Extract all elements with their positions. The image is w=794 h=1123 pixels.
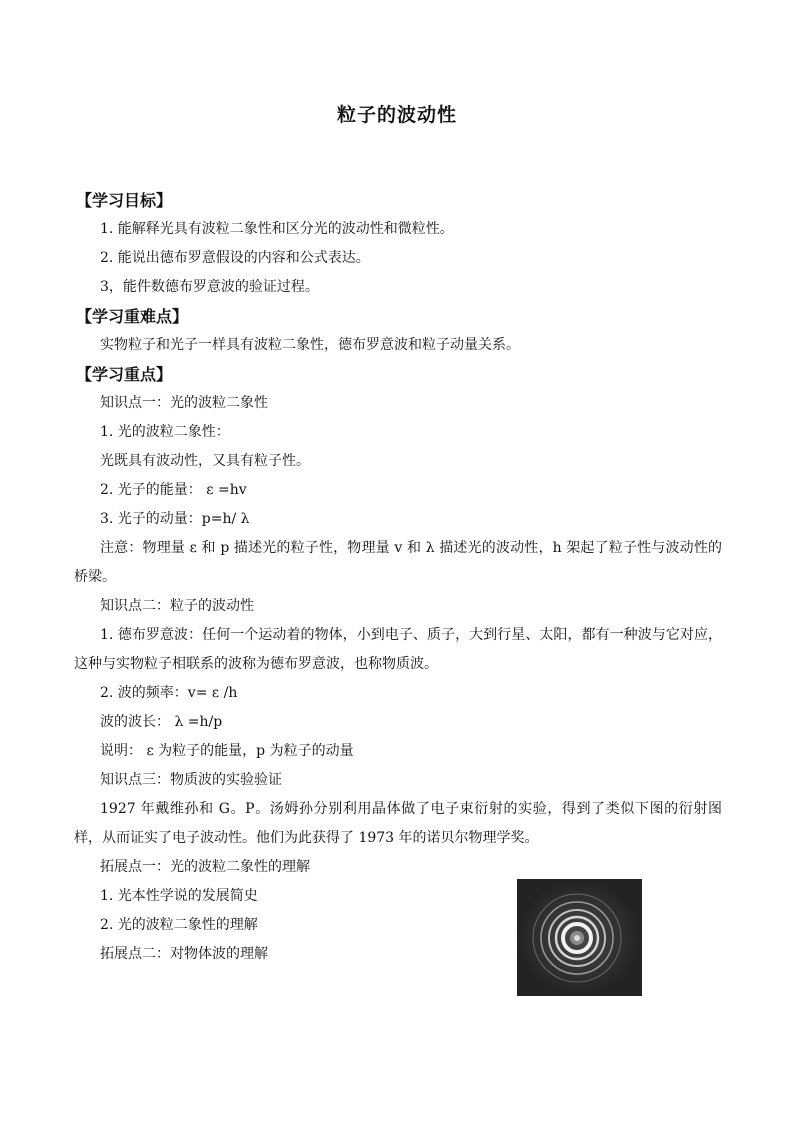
knowledge-point-title: 知识点二：粒子的波动性	[100, 598, 254, 614]
difficulties-text: 实物粒子和光子一样具有波粒二象性，德布罗意波和粒子动量关系。	[100, 337, 520, 353]
key-point-line: 波的波长： λ =h/p	[100, 714, 223, 730]
key-point-note: 注意：物理量 ε 和 p 描述光的粒子性，物理量 v 和 λ 描述光的波动性，h 架起了粒子性与波动性的桥梁。	[74, 540, 722, 585]
knowledge-point-title: 知识点三：物质波的实验验证	[100, 772, 282, 788]
objective-item: 3，能件数德布罗意波的验证过程。	[100, 279, 319, 295]
extension-title: 拓展点二：对物体波的理解	[100, 946, 268, 962]
extension-title: 拓展点一：光的波粒二象性的理解	[100, 859, 310, 875]
objective-item: 2. 能说出德布罗意假设的内容和公式表达。	[100, 250, 370, 266]
objectives-heading: 【学习目标】	[76, 191, 173, 210]
objective-item: 1. 能解释光具有波粒二象性和区分光的波动性和微粒性。	[100, 221, 454, 237]
key-point-line: 光既具有波动性，又具有粒子性。	[100, 453, 310, 469]
document-body	[74, 186, 722, 969]
key-point-line: 1. 德布罗意波：任何一个运动着的物体，小到电子、质子，大到行星、太阳，都有一种波与它对应，这种与实物粒子相联系的波称为德布罗意波，也称物质波。	[74, 627, 722, 672]
key-point-line: 3. 光子的动量：p=h/ λ	[100, 511, 250, 527]
key-point-line: 1927 年戴维孙和 G。P。汤姆孙分别利用晶体做了电子束衍射的实验，得到了类似下图的衍射图样，从而证实了电子波动性。他们为此获得了 1973 年的诺贝尔物理学奖。	[74, 801, 722, 846]
page-title: 粒子的波动性	[336, 104, 457, 126]
extension-item: 2. 光的波粒二象性的理解	[100, 917, 258, 933]
key-points-heading: 【学习重点】	[76, 365, 173, 384]
knowledge-point-title: 知识点一：光的波粒二象性	[100, 395, 268, 411]
difficulties-heading: 【学习重难点】	[76, 307, 189, 326]
key-point-line: 说明： ε 为粒子的能量，p 为粒子的动量	[100, 743, 354, 759]
key-point-line: 2. 光子的能量： ε =hv	[100, 482, 247, 498]
key-point-line: 1. 光的波粒二象性：	[100, 424, 230, 440]
key-point-line: 2. 波的频率：v= ε /h	[100, 685, 238, 701]
diffraction-pattern-image	[517, 879, 642, 996]
extension-item: 1. 光本性学说的发展简史	[100, 888, 258, 904]
